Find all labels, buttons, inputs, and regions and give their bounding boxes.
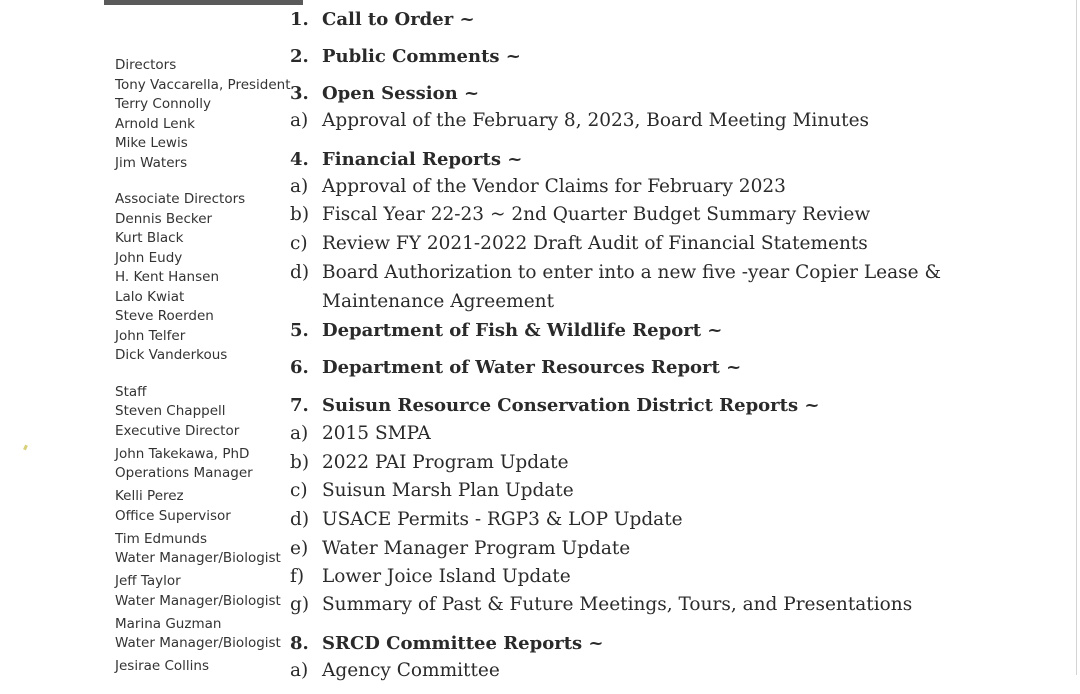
agenda-continuation: Maintenance Agreement <box>322 291 555 312</box>
agenda-letter: e) <box>290 538 309 559</box>
director-name: Jim Waters <box>115 154 188 171</box>
agenda-text: Water Manager Program Update <box>322 538 631 559</box>
agenda-text: Department of Water Resources Report ~ <box>322 357 742 378</box>
associate-director-name: Dick Vanderkous <box>115 347 228 363</box>
page-edge <box>1076 0 1077 675</box>
associate-director-name: Dennis Becker <box>115 210 213 227</box>
agenda-text: Suisun Resource Conservation District Reports ~ <box>322 395 820 416</box>
agenda-text: Approval of the February 8, 2023, Board Meeting Minutes <box>322 110 870 131</box>
staff-entry <box>115 657 290 677</box>
staff-name: Jesirae Collins <box>115 658 210 674</box>
agenda-text: Summary of Past & Future Meetings, Tours, and Presentations <box>322 594 913 615</box>
associate-director-name: John Telfer <box>115 327 186 344</box>
scan-speck <box>23 445 28 451</box>
agenda-text: Lower Joice Island Update <box>322 566 571 587</box>
agenda-number: 6. <box>290 357 309 378</box>
agenda-letter: c) <box>290 233 308 254</box>
staff-name: Steven Chappell <box>115 403 226 419</box>
staff-name: Kelli Perez <box>115 488 184 504</box>
agenda-text: Board Authorization to enter into a new five -year Copier Lease & <box>322 262 941 283</box>
agenda-text: Fiscal Year 22-23 ~ 2nd Quarter Budget Summary Review <box>322 204 871 225</box>
agenda-text: 2022 PAI Program Update <box>322 452 569 473</box>
director-name: Mike Lewis <box>115 135 188 151</box>
agenda-text: Agency Committee <box>322 660 500 681</box>
staff-role: Operations Manager <box>115 465 253 481</box>
director-name: Tony Vaccarella, President <box>115 76 291 93</box>
agenda-letter: a) <box>290 176 309 197</box>
agenda-text: Call to Order ~ <box>322 9 475 30</box>
directors-list <box>115 56 290 173</box>
associate-directors-list <box>115 190 290 366</box>
associate-director-name: Kurt Black <box>115 230 184 246</box>
agenda-text: Financial Reports ~ <box>322 149 523 170</box>
staff-role: Executive Director <box>115 422 240 439</box>
agenda-letter: f) <box>290 566 305 587</box>
staff-role: Office Supervisor <box>115 507 231 524</box>
agenda-letter: a) <box>290 110 309 131</box>
agenda-text: Open Session ~ <box>322 83 480 104</box>
associate-director-name: Lalo Kwiat <box>115 288 185 305</box>
directors-heading: Directors <box>115 57 177 73</box>
agenda-letter: b) <box>290 452 310 473</box>
agenda-number: 8. <box>290 633 309 654</box>
associate-director-name: Steve Roerden <box>115 308 214 324</box>
agenda-text: USACE Permits - RGP3 & LOP Update <box>322 509 683 530</box>
staff-name: Marina Guzman <box>115 615 222 632</box>
staff-role: Water Manager/Biologist <box>115 635 281 651</box>
agenda-letter: a) <box>290 423 309 444</box>
agenda-letter: d) <box>290 509 310 530</box>
sidebar <box>115 56 290 694</box>
agenda-text: Public Comments ~ <box>322 46 521 67</box>
staff-role: Water Manager/Biologist <box>115 550 281 566</box>
staff-entry <box>115 615 290 654</box>
director-name: Arnold Lenk <box>115 115 195 132</box>
agenda-number: 4. <box>290 149 309 170</box>
staff-name: Tim Edmunds <box>115 530 207 547</box>
agenda-number: 3. <box>290 83 309 104</box>
staff-entry <box>115 572 290 611</box>
header-bar <box>104 0 303 5</box>
agenda-number: 5. <box>290 320 309 341</box>
staff-name: John Takekawa, PhD <box>115 445 250 462</box>
agenda-number: 1. <box>290 9 309 30</box>
staff-role: Water Manager/Biologist <box>115 592 281 609</box>
agenda-text: 2015 SMPA <box>322 423 431 444</box>
agenda-letter: g) <box>290 594 310 615</box>
agenda-letter: a) <box>290 660 309 681</box>
agenda-letter: b) <box>290 204 310 225</box>
agenda-text: Department of Fish & Wildlife Report ~ <box>322 320 723 341</box>
agenda-text: Review FY 2021-2022 Draft Audit of Financial Statements <box>322 233 868 254</box>
staff-entry <box>115 530 290 569</box>
staff-list <box>115 383 290 677</box>
agenda-number: 2. <box>290 46 309 67</box>
agenda-text: SRCD Committee Reports ~ <box>322 633 604 654</box>
associate-director-name: H. Kent Hansen <box>115 269 219 285</box>
staff-entry <box>115 487 290 526</box>
agenda-text: Suisun Marsh Plan Update <box>322 480 574 501</box>
agenda-number: 7. <box>290 395 309 416</box>
director-name: Terry Connolly <box>115 96 211 112</box>
staff-heading: Staff <box>115 383 147 400</box>
agenda-letter: d) <box>290 262 310 283</box>
staff-entry <box>115 445 290 484</box>
staff-name: Jeff Taylor <box>115 573 181 589</box>
associate-director-name: John Eudy <box>115 249 183 266</box>
agenda-text: Approval of the Vendor Claims for February 2023 <box>322 176 786 197</box>
agenda-letter: c) <box>290 480 308 501</box>
staff-entry <box>115 402 290 441</box>
associate-directors-heading: Associate Directors <box>115 191 246 207</box>
